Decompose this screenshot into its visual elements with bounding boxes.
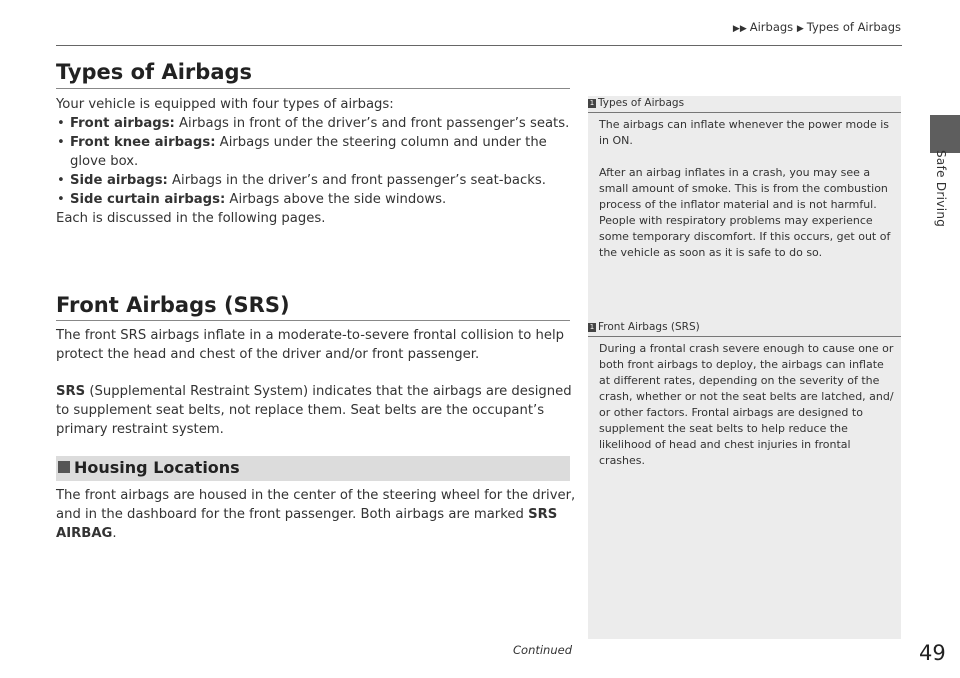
bullet-icon: • (57, 173, 65, 188)
bullet-text: Airbags in front of the driver’s and front passenger’s seats. (174, 116, 570, 131)
reference-icon: 1 (589, 99, 595, 107)
section-types-body (56, 95, 576, 228)
front-para-1: The front SRS airbags inflate in a moderate-to-severe frontal collision to help protect the head and chest of the driver and/or front passenger. (56, 328, 565, 362)
note-title: Front Airbags (SRS) (598, 321, 700, 333)
note-header-types[interactable] (588, 97, 901, 109)
header-divider (56, 45, 902, 46)
list-item (56, 171, 576, 190)
subsection-title-housing: Housing Locations (74, 458, 240, 477)
bullet-icon: • (57, 116, 65, 131)
note-title: Types of Airbags (598, 97, 685, 109)
section-title-types: Types of Airbags (56, 60, 253, 84)
note-divider (588, 336, 901, 337)
chapter-tab-marker (930, 115, 960, 153)
front-para-2 (56, 382, 576, 439)
breadcrumb-item-types[interactable]: Types of Airbags (806, 20, 901, 34)
housing-para (56, 486, 576, 543)
list-item (56, 114, 576, 133)
page-number: 49 (919, 641, 946, 665)
note-para: During a frontal crash severe enough to cause one or both front airbags to deploy, the airbags can inflate at different rates, depending on the severity of the crash, whether or not the seat belts are latched, and/ or other factors. Frontal airbags are designed to supplement the seat belts to help reduce the likelihood of head and chest injuries in frontal crashes. (599, 342, 894, 467)
breadcrumb-separator-icon: ▶ (796, 24, 804, 34)
square-marker-icon (58, 461, 70, 473)
note-body-front (599, 341, 894, 469)
section-title-divider (56, 88, 570, 89)
section-front-body (56, 326, 576, 439)
breadcrumb-item-airbags[interactable]: Airbags (749, 20, 794, 34)
srs-definition: (Supplemental Restraint System) indicates that the airbags are designed to supplement seat belts, not replace them. Seat belts are the occupant’s primary restraint system. (56, 384, 572, 437)
breadcrumb (733, 20, 901, 34)
bullet-text: Airbags under the steering column and under the glove box. (70, 135, 547, 169)
section-title-front-airbags: Front Airbags (SRS) (56, 293, 290, 317)
bullet-text: Airbags above the side windows. (225, 192, 447, 207)
breadcrumb-arrow-icon: ▶▶ (732, 24, 747, 34)
bullet-term: Side curtain airbags: (70, 192, 226, 207)
housing-end: . (112, 526, 117, 541)
note-para: After an airbag inflates in a crash, you may see a small amount of smoke. This is from the combustion process of the inflator material and is not harmful. People with respiratory problems may experience some temporary discomfort. If this occurs, get out of the vehicle as soon as it is safe to do so. (599, 166, 891, 259)
continued-label: Continued (513, 643, 573, 657)
note-divider (588, 112, 901, 113)
list-item (56, 133, 576, 171)
bullet-icon: • (57, 135, 65, 150)
list-item (56, 190, 576, 209)
outro-text: Each is discussed in the following pages. (56, 211, 326, 226)
housing-text: The front airbags are housed in the center of the steering wheel for the driver, and in the dashboard for the front passenger. Both airbags are marked (56, 488, 576, 522)
chapter-tab-label[interactable]: Safe Driving (934, 150, 948, 228)
bullet-icon: • (57, 192, 65, 207)
subsection-header-housing (56, 456, 570, 481)
housing-body (56, 486, 576, 543)
note-body-types (599, 117, 894, 261)
srs-term: SRS (56, 384, 86, 399)
intro-text: Your vehicle is equipped with four types of airbags: (56, 97, 394, 112)
section-title-divider (56, 320, 570, 321)
reference-icon: 1 (589, 323, 595, 331)
srs-airbag-mark: SRS AIRBAG (56, 507, 558, 541)
bullet-term: Front airbags: (70, 116, 175, 131)
bullet-term: Front knee airbags: (70, 135, 216, 150)
bullet-text: Airbags in the driver’s and front passenger’s seat-backs. (167, 173, 546, 188)
bullet-term: Side airbags: (70, 173, 168, 188)
note-header-front[interactable] (588, 321, 901, 333)
note-para: The airbags can inflate whenever the power mode is in ON. (599, 118, 890, 147)
